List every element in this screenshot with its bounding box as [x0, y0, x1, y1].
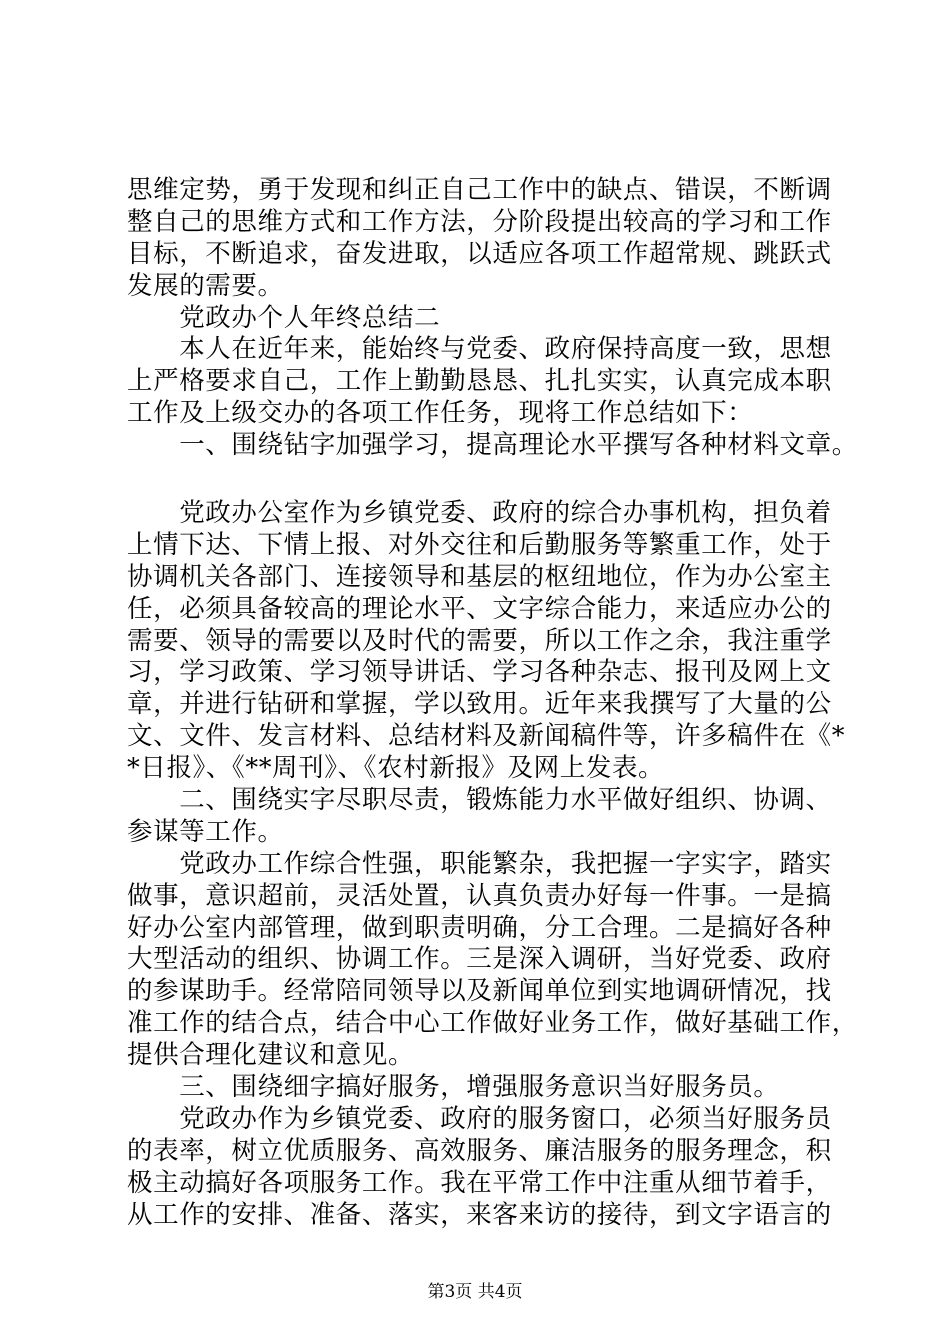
text-line: 思维定势，勇于发现和纠正自己工作中的缺点、错误，不断调	[127, 175, 832, 205]
text-line: 的参谋助手。经常陪同领导以及新闻单位到实地调研情况，找	[127, 976, 832, 1007]
text-line: 上情下达、下情上报、对外交往和后勤服务等繁重工作，处于	[127, 529, 832, 560]
text-line: 大型活动的组织、协调工作。三是深入调研，当好党委、政府	[127, 944, 832, 975]
section-heading: 一、围绕钻字加强学习，提高理论水平撰写各种材料文章。	[127, 430, 858, 461]
text-line: 准工作的结合点，结合中心工作做好业务工作，做好基础工作，	[127, 1008, 858, 1039]
text-line: 好办公室内部管理，做到职责明确，分工合理。二是搞好各种	[127, 912, 832, 943]
text-line: 章，并进行钻研和掌握，学以致用。近年来我撰写了大量的公	[127, 689, 832, 720]
text-line: 的表率，树立优质服务、高效服务、廉洁服务的服务理念，积	[127, 1135, 832, 1166]
text-line: 极主动搞好各项服务工作。我在平常工作中注重从细节着手，	[127, 1167, 832, 1198]
text-line: 党政办工作综合性强，职能繁杂，我把握一字实字，踏实	[127, 848, 832, 879]
text-line: 文、文件、发言材料、总结材料及新闻稿件等，许多稿件在《*	[127, 721, 846, 752]
text-line: 习，学习政策、学习领导讲话、学习各种杂志、报刊及网上文	[127, 657, 832, 688]
text-line: *日报》、《**周刊》、《农村新报》及网上发表。	[127, 753, 665, 784]
text-line: 目标，不断追求，奋发进取，以适应各项工作超常规、跳跃式	[127, 238, 832, 269]
page-number-footer: 第3页 共4页	[427, 1282, 523, 1302]
text-line: 上严格要求自己，工作上勤勤恳恳、扎扎实实，认真完成本职	[127, 366, 832, 397]
text-line: 协调机关各部门、连接领导和基层的枢纽地位，作为办公室主	[127, 561, 832, 592]
text-line: 任，必须具备较高的理论水平、文字综合能力，来适应办公的	[127, 593, 832, 624]
section-heading: 三、围绕细字搞好服务，增强服务意识当好服务员。	[127, 1072, 780, 1103]
text-line: 整自己的思维方式和工作方法，分阶段提出较高的学习和工作	[127, 206, 832, 237]
document-body	[127, 175, 858, 1232]
text-line: 参谋等工作。	[127, 816, 284, 847]
text-line: 党政办公室作为乡镇党委、政府的综合办事机构，担负着	[127, 498, 832, 529]
text-line: 本人在近年来，能始终与党委、政府保持高度一致，思想	[127, 334, 832, 365]
section-title: 党政办个人年终总结二	[127, 302, 441, 333]
paragraph-gap	[127, 462, 832, 498]
text-line: 做事，意识超前，灵活处置，认真负责办好每一件事。一是搞	[127, 880, 832, 911]
section-heading: 二、围绕实字尽职尽责，锻炼能力水平做好组织、协调、	[127, 785, 832, 816]
text-line: 提供合理化建议和意见。	[127, 1040, 415, 1071]
text-line: 从工作的安排、准备、落实，来客来访的接待，到文字语言的	[127, 1199, 832, 1230]
text-line: 工作及上级交办的各项工作任务，现将工作总结如下：	[127, 398, 754, 429]
text-line: 发展的需要。	[127, 270, 284, 301]
text-line: 需要、领导的需要以及时代的需要，所以工作之余，我注重学	[127, 625, 832, 656]
text-line: 党政办作为乡镇党委、政府的服务窗口，必须当好服务员	[127, 1103, 832, 1134]
